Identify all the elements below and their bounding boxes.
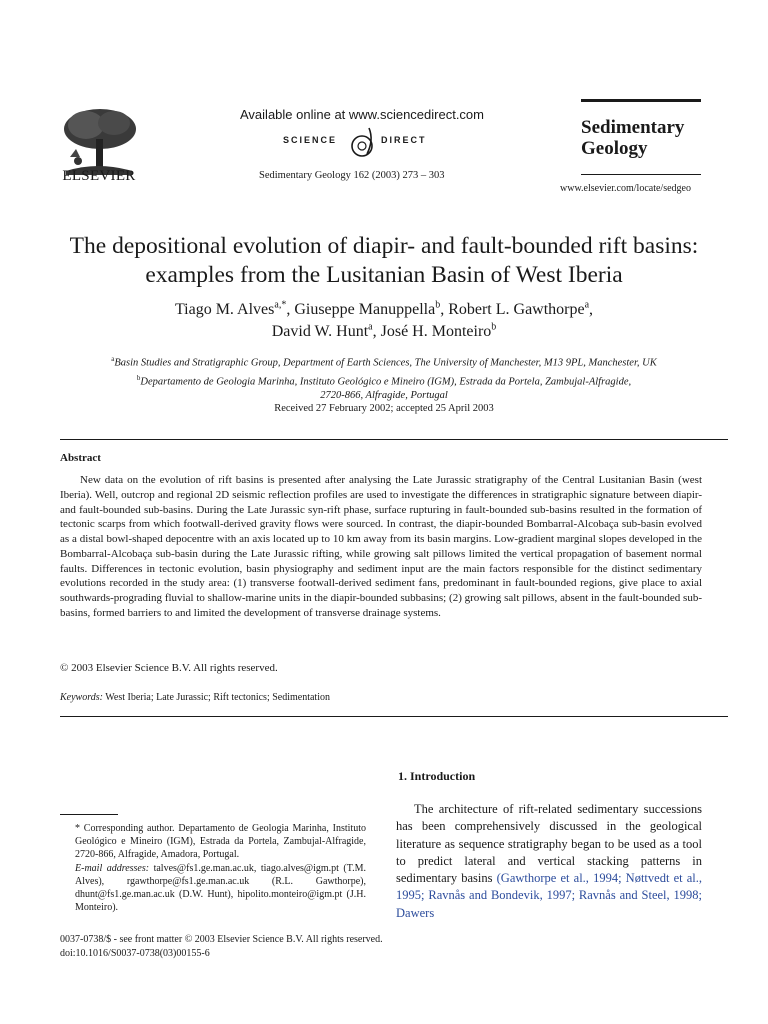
doi-line: doi:10.1016/S0037-0738(03)00155-6 — [60, 948, 210, 959]
email-addresses: talves@fs1.ge.man.ac.uk, tiago.alves@igm.pt (T.M. Alves), rgawthorpe@fs1.ge.man.ac.uk (R.L. Gawthorpe), dhunt@fs1.ge.man.ac.uk (D.W. Hunt), hipolito.monteiro@igm.pt (J.H. Monteiro). — [75, 862, 367, 914]
email-label: E-mail addresses: — [75, 862, 150, 874]
abstract-body: New data on the evolution of rift basins is presented after analysing the Late Jurassic stratigraphy of the Central Lusitanian Basin (west Iberia). Well, outcrop and regional 2D seismic reflection profiles are used to investigate the differences in stratigraphic signature between diapir- and fault-bounded sub-basins. During the Late Jurassic syn-rift phase, surface rupturing in fault-bounded sub-basins resulted in the formation of tectonic scarps from which footwall-derived gravity flows were sourced. In contrast, the diapir-bounded Bombarral-Alcobaça sub-basin evolved as a distal bowl-shaped depocentre with an axis located up to 10 km away from its basin margins. Low-gradient marginal slopes developed in the Bombarral-Alcobaça sub-basin during the Late Jurassic rifting, while growing salt pillows limited the vertical propagation of basement normal faults. Differences in tectonic evolution, basin physiography and sediment input are the main factors responsible for the distinct sedimentary evolutions recorded in the study area: (1) transverse footwall-derived sediment fans, predominant in fault-bounded regions, give place to axial southwards-prograding fluvial to shallow-marine units in the diapir-bounded subbasins; (2) growing salt pillows, absent in the fault-bounded sub-basins, formed barriers to and limited the development of transverse drainage systems. — [60, 474, 702, 619]
author-name: Robert L. Gawthorpe — [448, 301, 585, 318]
received-dates: Received 27 February 2002; accepted 25 April 2003 — [274, 403, 494, 414]
keywords-text: West Iberia; Late Jurassic; Rift tectonics; Sedimentation — [105, 692, 330, 703]
affiliation-a: Basin Studies and Stratigraphic Group, Department of Earth Sciences, The University of Manchester, M13 9PL, Manchester, UK — [114, 357, 657, 369]
introduction-body — [396, 801, 702, 922]
issn-line: 0037-0738/$ - see front matter © 2003 Elsevier Science B.V. All rights reserved. — [60, 934, 383, 945]
author-affiliation-mark: a — [368, 321, 373, 333]
keywords — [60, 692, 330, 703]
corresponding-author-footnote — [60, 822, 366, 914]
affiliation-b-line2: 2720-866, Alfragide, Portugal — [320, 390, 448, 401]
corresponding-author-text: * Corresponding author. Departamento de Geologia Marinha, Instituto Geológico e Mineiro (IGM), Estrada da Portela, Zambujal-Alfragide, 2720-866, Alfragide, Amadora, Portugal. — [75, 823, 366, 861]
abstract-bottom-rule — [60, 716, 728, 717]
footnote-rule — [60, 814, 118, 815]
author-name: Tiago M. Alves — [174, 301, 275, 318]
sciencedirect-logo — [283, 126, 443, 160]
sd-logo-left-text: SCIENCE — [283, 135, 338, 145]
journal-name — [581, 117, 684, 159]
article-title — [40, 232, 728, 290]
citation-link[interactable]: (Gawthorpe et al., 1994; Nøttvedt et al., 1995; Ravnås and Bondevik, 1997; Ravnås and Steel, 1998; Dawers — [396, 871, 703, 920]
author-affiliation-mark: a,* — [274, 299, 287, 311]
keywords-label: Keywords: — [60, 692, 103, 703]
journal-rule-bottom — [581, 174, 701, 175]
section-heading-introduction: 1. Introduction — [398, 769, 476, 783]
journal-name-line1: Sedimentary — [581, 117, 685, 138]
sd-logo-right-text: DIRECT — [381, 135, 427, 145]
author-name: José H. Monteiro — [380, 323, 492, 340]
abstract-top-rule — [60, 439, 728, 440]
front-matter-issn — [60, 933, 383, 961]
publisher-name: ELSEVIER — [62, 168, 136, 184]
sciencedirect-d-icon — [349, 126, 377, 160]
author-list: Tiago M. Alves$^{a,*}$, Giuseppe Manuppella$^b$, Robert L. Gawthorpe$^a$, David W. Hunt$^a$, José H. Monteiro$^b$ — [174, 299, 594, 340]
title-line1: The depositional evolution of diapir- and fault-bounded rift basins: — [69, 233, 699, 259]
abstract-copyright: © 2003 Elsevier Science B.V. All rights reserved. — [60, 662, 278, 674]
journal-citation: Sedimentary Geology 162 (2003) 273 – 303 — [259, 170, 445, 181]
introduction-text: The architecture of rift-related sedimentary successions has been comprehensively discussed in the geological literature as sequence stratigraphy began to be used as a tool to predict lateral and vertical stacking patterns in sedimentary basins — [396, 802, 702, 886]
author-affiliation-mark: b — [491, 321, 497, 333]
affiliation-b-line1: Departamento de Geologia Marinha, Instituto Geológico e Mineiro (IGM), Estrada da Portela, Zambujal-Alfragide, — [140, 376, 632, 387]
author-affiliation-mark: a — [584, 299, 590, 311]
affiliations: $^a$Basin Studies and Stratigraphic Group, Department of Earth Sciences, The University of Manchester, M13 9PL, Manchester, UK $^b$Departamento de Geologia Marinha, Instituto Geológico e Mineiro (IGM), Estrada da Portela, Zambujal-Alfragide, 2720-866, Alfragide, Portugal — [60, 352, 708, 403]
author-name: David W. Hunt — [271, 323, 369, 340]
abstract-heading: Abstract — [60, 452, 101, 464]
title-line2: examples from the Lusitanian Basin of West Iberia — [145, 262, 623, 288]
author-name: Giuseppe Manuppella — [294, 301, 436, 318]
author-affiliation-mark: b — [435, 299, 441, 311]
journal-name-line2: Geology — [581, 138, 648, 159]
journal-url-link[interactable]: www.elsevier.com/locate/sedgeo — [560, 183, 691, 194]
available-online-text: Available online at www.sciencedirect.com — [240, 107, 484, 122]
journal-rule-top — [581, 99, 701, 102]
